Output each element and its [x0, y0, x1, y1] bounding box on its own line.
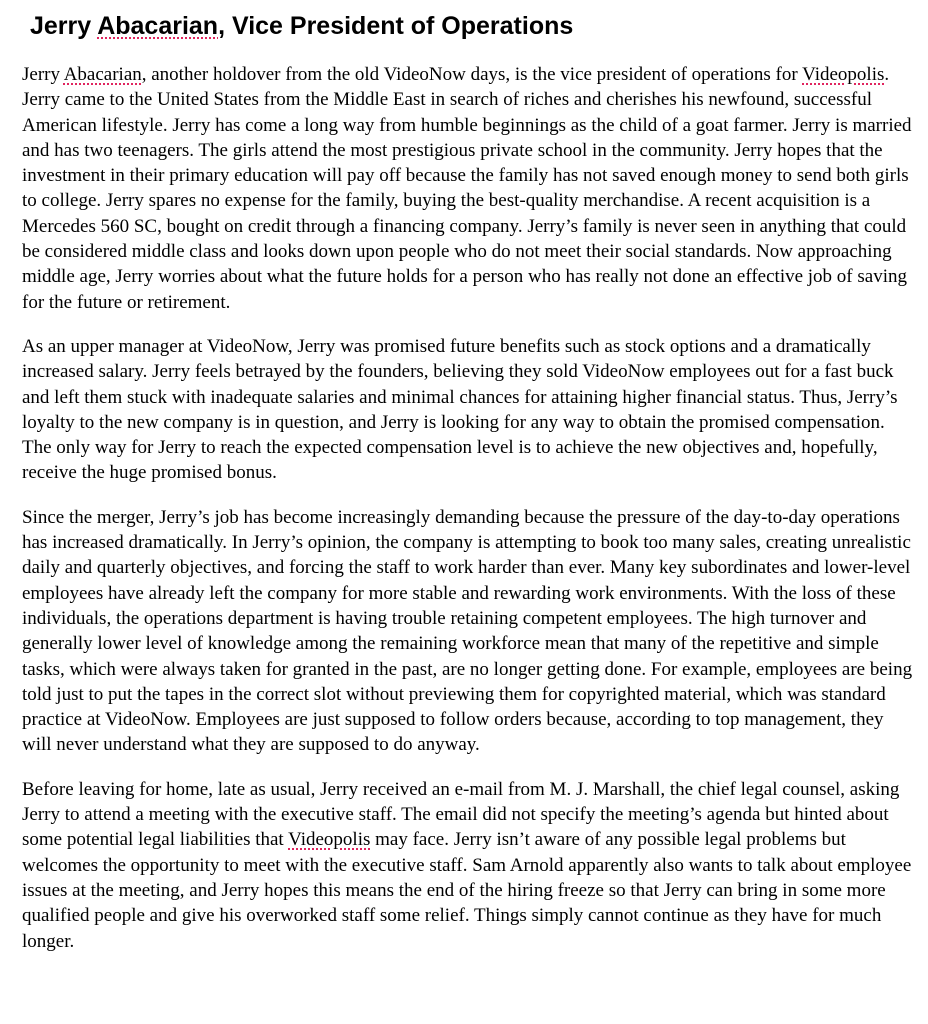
paragraph-text: . Jerry came to the United States from the Middle East in search of riches and cherishes his newfound, successful American lifestyle. Jerry has come a long way from humble beginnings as the child of a goat farmer. Jerry is married and has two teenagers. The girls attend the most prestigious private school in the community. Jerry hopes that the investment in their primary education will pay off because the family has not saved enough money to send both girls to college. Jerry spares no expense for the family, buying the best-quality merchandise. A recent acquisition is a Mercedes 560 SC, bought on credit through a financing company. Jerry’s family is never seen in anything that could be considered middle class and looks down upon people who do not meet their social standards. Now approaching middle age, Jerry worries about what the future holds for a person who has really not done an effective job of saving for the future or retirement.	[22, 64, 912, 313]
title-last-name: Abacarian	[97, 12, 219, 40]
document-body	[22, 62, 914, 973]
spellcheck-flagged-word: Abacarian	[63, 64, 142, 85]
paragraph-text: Jerry	[22, 64, 64, 85]
title-first-name: Jerry	[30, 12, 98, 40]
spellcheck-flagged-word: Videopolis	[288, 829, 371, 851]
paragraph-text: , another holdover from the old VideoNow days, is the vice president of operations for	[141, 64, 803, 85]
paragraph	[22, 334, 914, 486]
paragraph	[22, 777, 914, 954]
page-title	[30, 6, 573, 46]
paragraph-text: As an upper manager at VideoNow, Jerry was promised future benefits such as stock options and a dramatically increased salary. Jerry feels betrayed by the founders, believing they sold VideoNow employees out for a fast buck and left them stuck with inadequate salaries and minimal chances for attaining higher financial status. Thus, Jerry’s loyalty to the new company is in question, and Jerry is looking for any way to obtain the promised compensation. The only way for Jerry to reach the expected compensation level is to achieve the new objectives and, hopefully, receive the huge promised bonus.	[22, 335, 898, 484]
paragraph	[22, 505, 914, 758]
title-role: , Vice President of Operations	[218, 12, 574, 40]
paragraph-text: Before leaving for home, late as usual, Jerry received an e-mail from M. J. Marshall, the chief legal counsel, asking Jerry to attend a meeting with the executive staff. The email did not specify the meeting’s agenda but hinted about some potential legal liabilities that	[22, 778, 900, 851]
spellcheck-flagged-word: Videopolis	[802, 64, 885, 85]
paragraph	[22, 62, 914, 315]
paragraph-text: Since the merger, Jerry’s job has become increasingly demanding because the pressure of the day-to-day operations has increased dramatically. In Jerry’s opinion, the company is attempting to book too many sales, creating unrealistic daily and quarterly objectives, and forcing the staff to work harder than ever. Many key subordinates and lower-level employees have already left the company for more stable and rewarding work environments. With the loss of these individuals, the operations department is having trouble retaining competent employees. The high turnover and generally lower level of knowledge among the remaining workforce mean that many of the repetitive and simple tasks, which were always taken for granted in the past, are no longer getting done. For example, employees are being told just to put the tapes in the correct slot without previewing them for copyrighted material, which was standard practice at VideoNow. Employees are just supposed to follow orders because, according to top management, they will never understand what they are supposed to do anyway.	[22, 506, 913, 756]
paragraph-text: may face. Jerry isn’t aware of any possible legal problems but welcomes the opportunity to meet with the executive staff. Sam Arnold apparently also wants to talk about employee issues at the meeting, and Jerry hopes this means the end of the hiring freeze so that Jerry can bring in some more qualified people and give his overworked staff some relief. Things simply cannot continue as they have for much longer.	[22, 829, 912, 952]
